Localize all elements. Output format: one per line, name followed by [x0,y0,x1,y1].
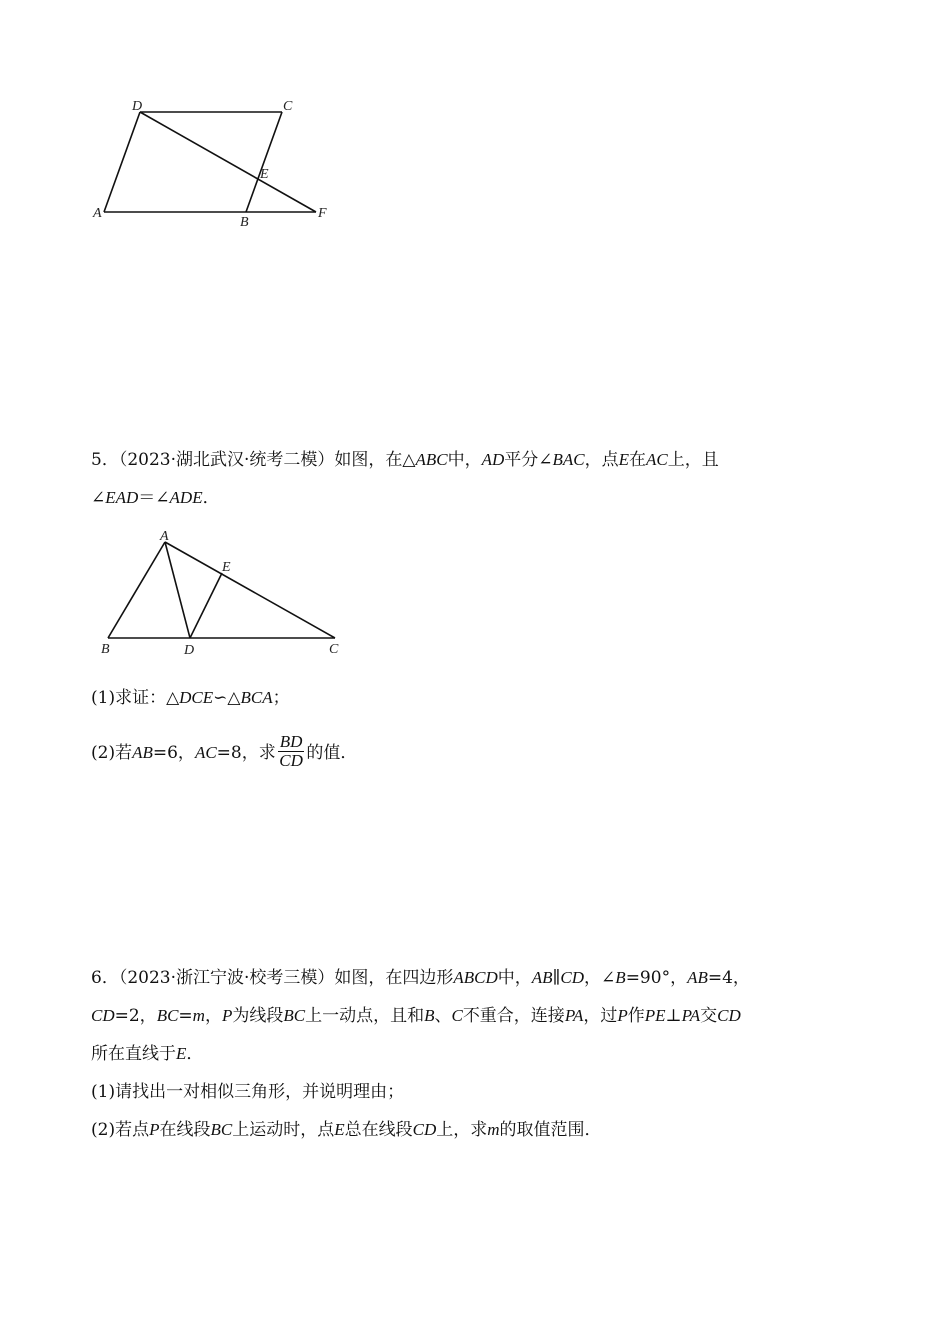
segment-de [190,573,222,638]
q5-part-2: (2)若AB=6，AC=8，求 $\frac{BD}{CD}$ 的值． [91,732,358,770]
segment-ac [165,542,335,638]
fraction-bd-over-cd: $\frac{BD}{CD}$ [279,732,303,770]
q6-line-2: CD=2，BC=m，P为线段BC上一动点，且和B、C不重合，连接PA，过P作PE⊥PA交CD [91,1006,741,1026]
label-c: C [283,99,293,114]
q5-part-1: (1)求证：△DCE∽△BCA； [91,688,290,708]
label-d: D [184,643,195,658]
label-d: D [132,99,143,114]
q6-line-3: 所在直线于E． [91,1044,204,1064]
label-e: E [260,167,269,182]
q5-line-2: ∠EAD＝∠ADE． [91,488,220,508]
label-a: A [93,206,102,221]
label-a: A [160,529,169,544]
segment-ab [108,542,165,638]
label-b: B [240,215,249,230]
label-f: F [318,206,327,221]
label-b: B [101,642,110,657]
triangle-figure [0,0,400,670]
q5-line-1: 5．（2023·湖北武汉·统考二模）如图，在△ABC中，AD平分∠BAC，点E在AC上，且 [91,450,719,470]
segment-ad [165,542,190,638]
label-e: E [222,560,231,575]
q6-part-1: (1)请找出一对相似三角形，并说明理由； [91,1082,405,1102]
q6-part-2: (2)若点P在线段BC上运动时，点E总在线段CD上，求m的取值范围． [91,1120,602,1140]
q6-line-1: 6．（2023·浙江宁波·校考三模）如图，在四边形ABCD中，AB∥CD，∠B=90°，AB=4， [91,968,750,988]
label-c: C [329,642,339,657]
